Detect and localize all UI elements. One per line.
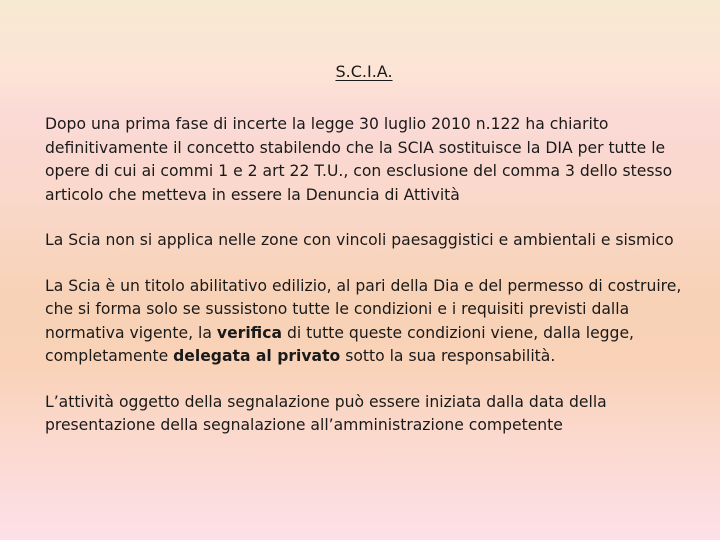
paragraph-text: La Scia è un titolo abilitativo edilizio, al pari della Dia e del permesso di costruire, che si forma solo se sussistono tutte le condizioni e i requisiti previsti dalla normativa vigente, la xyxy=(45,276,682,342)
paragraph-text: di tutte queste condizioni viene, dalla legge, completamente xyxy=(45,323,635,365)
paragraph-scia-start: L’attività oggetto della segnalazione può essere iniziata dalla data della presentazione della segnalazione all’amministrazione competente xyxy=(45,392,607,434)
emphasis-verifica: verifica xyxy=(216,323,283,342)
paragraph-scia-law: Dopo una prima fase di incerte la legge 30 luglio 2010 n.122 ha chiarito definitivamente il concetto stabilendo che la SCIA sostituisce la DIA per tutte le opere di cui ai commi 1 e 2 art 22 T.U., con esclusione del comma 3 dello stesso articolo che metteva in essere la Denuncia di Attività xyxy=(45,115,673,204)
paragraph-scia-definition xyxy=(45,275,695,369)
slide-body xyxy=(45,113,695,460)
emphasis-delegata: delegata al privato xyxy=(173,347,341,365)
paragraph-scia-exclusions: La Scia non si applica nelle zone con vincoli paesaggistici e ambientali e sismico xyxy=(45,231,674,249)
paragraph-text: sotto la sua responsabilità. xyxy=(340,347,556,365)
slide-title: S.C.I.A. xyxy=(335,62,393,81)
